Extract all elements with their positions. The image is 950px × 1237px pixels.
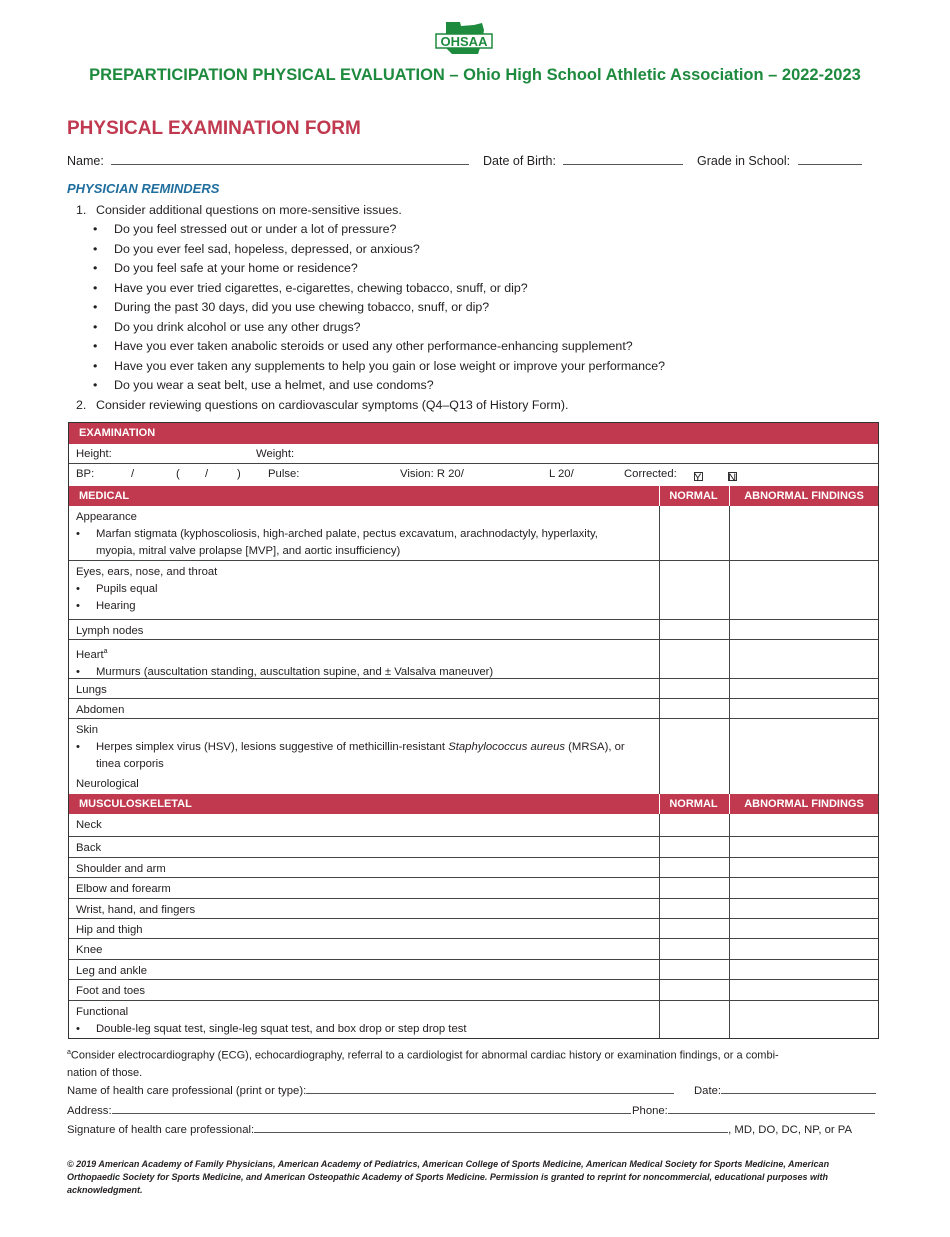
name-input-line[interactable] xyxy=(111,152,469,165)
wrist-hand-row[interactable]: Wrist, hand, and fingers xyxy=(69,899,878,919)
corrected-label: Corrected: xyxy=(624,468,677,480)
medical-abnormal-header: ABNORMAL FINDINGS xyxy=(744,490,864,502)
dob-label: Date of Birth: xyxy=(483,154,556,168)
reminder-bullet: • Have you ever tried cigarettes, e-cigarettes, chewing tobacco, snuff, or dip? xyxy=(95,281,528,295)
eent-row[interactable]: Eyes, ears, nose, and throat • Pupils equal • Hearing xyxy=(69,561,878,620)
logo-text: OHSAA xyxy=(440,34,488,49)
medical-normal-header: NORMAL xyxy=(669,490,718,502)
msk-normal-header: NORMAL xyxy=(669,798,718,810)
hcp-name-line[interactable] xyxy=(306,1081,674,1094)
reminder-bullet: • Do you drink alcohol or use any other drugs? xyxy=(95,320,361,334)
signature-field[interactable] xyxy=(67,1120,852,1136)
signature-line[interactable] xyxy=(254,1120,728,1133)
bp-paren-close: ) xyxy=(237,468,241,480)
leg-ankle-row[interactable]: Leg and ankle xyxy=(69,960,878,980)
reminder-bullet: • Have you ever taken anabolic steroids or used any other performance-enhancing supplement? xyxy=(95,339,633,353)
examination-header: EXAMINATION xyxy=(69,423,878,444)
neurological-row[interactable]: Neurological xyxy=(69,775,878,794)
phone-line[interactable] xyxy=(668,1101,875,1114)
foot-toes-row[interactable]: Foot and toes xyxy=(69,980,878,1001)
neck-row[interactable]: Neck xyxy=(69,814,878,837)
phone-label: Phone: xyxy=(632,1105,668,1117)
name-field[interactable] xyxy=(67,152,469,168)
reminder-item-2: 2. Consider reviewing questions on cardiovascular symptoms (Q4–Q13 of History Form). xyxy=(76,398,569,412)
date-field[interactable] xyxy=(694,1081,876,1097)
reminder-bullet: • Do you feel stressed out or under a lot of pressure? xyxy=(95,222,396,236)
bp-paren-slash: / xyxy=(205,468,209,480)
grade-field[interactable] xyxy=(697,152,862,168)
vitals-row[interactable]: BP: / ( / ) Pulse: Vision: R 20/ L 20/ Corrected: Y N xyxy=(76,468,737,484)
main-title: PREPARTICIPATION PHYSICAL EVALUATION – Ohio High School Athletic Association – 2022-2023 xyxy=(89,66,861,84)
reminder-bullet: • During the past 30 days, did you use chewing tobacco, snuff, or dip? xyxy=(95,300,489,314)
medical-header: MEDICAL NORMAL ABNORMAL FINDINGS xyxy=(69,486,878,506)
hcp-name-label: Name of health care professional (print or type): xyxy=(67,1085,307,1097)
copyright-notice: © 2019 American Academy of Family Physicians, American Academy of Pediatrics, American College of Sports Medicine, American Medical Society for Sports Medicine, American Orthopaedic Society for Sports Medicine, and American Osteopathic Academy of Sports Medicine. Permission is granted to reprint for noncommercial, educational purposes with acknowledgment. xyxy=(67,1159,830,1195)
grade-label: Grade in School: xyxy=(697,154,791,168)
phone-field[interactable] xyxy=(632,1101,875,1117)
dob-input-line[interactable] xyxy=(563,152,683,165)
abdomen-row[interactable]: Abdomen xyxy=(69,699,878,719)
reminder-item-1: 1. Consider additional questions on more-sensitive issues. xyxy=(76,203,402,217)
bp-slash: / xyxy=(131,468,135,480)
grade-input-line[interactable] xyxy=(798,152,862,165)
footnote: $^a$Consider electrocardiography (ECG), echocardiography, referral to a cardiologist for abnormal cardiac history or examination findings, or a combi- nation of those. xyxy=(67,1049,779,1079)
reminders-heading: PHYSICIAN REMINDERS xyxy=(67,181,220,196)
credentials-label: , MD, DO, DC, NP, or PA xyxy=(728,1124,853,1136)
dob-field[interactable] xyxy=(483,152,683,168)
vision-left-label: L 20/ xyxy=(549,468,574,480)
hcp-name-field[interactable] xyxy=(67,1081,674,1097)
address-label: Address: xyxy=(67,1105,112,1117)
msk-header: MUSCULOSKELETAL NORMAL ABNORMAL FINDINGS xyxy=(69,794,878,814)
address-line[interactable] xyxy=(112,1101,631,1114)
weight-label: Weight: xyxy=(256,448,295,460)
back-row[interactable]: Back xyxy=(69,837,878,858)
bp-label: BP: xyxy=(76,468,95,480)
heart-row[interactable]: Heart$^a$ • Murmurs (auscultation standing, auscultation supine, and ± Valsalva maneuver) xyxy=(69,640,878,679)
reminder-bullet: • Do you ever feel sad, hopeless, depressed, or anxious? xyxy=(95,242,420,256)
reminder-bullet: • Do you feel safe at your home or residence? xyxy=(95,261,358,275)
lungs-row[interactable]: Lungs xyxy=(69,679,878,699)
shoulder-arm-row[interactable]: Shoulder and arm xyxy=(69,858,878,878)
elbow-forearm-row[interactable]: Elbow and forearm xyxy=(69,878,878,899)
bp-paren-open: ( xyxy=(176,468,180,480)
functional-row[interactable]: Functional • Double-leg squat test, single-leg squat test, and box drop or step drop test xyxy=(69,1001,878,1038)
lymph-nodes-row[interactable]: Lymph nodes xyxy=(69,620,878,640)
reminder-bullet: • Have you ever taken any supplements to help you gain or lose weight or improve your performance? xyxy=(95,359,665,373)
reminder-bullet: • Do you wear a seat belt, use a helmet, and use condoms? xyxy=(95,378,434,392)
appearance-row[interactable]: Appearance • Marfan stigmata (kyphoscoliosis, high-arched palate, pectus excavatum, arachnodactyly, hyperlaxity, myopia, mitral valve prolapse [MVP], and aortic insufficiency) xyxy=(69,506,878,561)
pulse-label: Pulse: xyxy=(268,468,300,480)
knee-row[interactable]: Knee xyxy=(69,939,878,960)
date-label: Date: xyxy=(694,1085,722,1097)
skin-row[interactable]: Skin • Herpes simplex virus (HSV), lesions suggestive of methicillin-resistant Staphylococcus aureus (MRSA), or tinea corporis xyxy=(69,719,878,775)
height-label: Height: xyxy=(76,448,112,460)
address-field[interactable] xyxy=(67,1101,631,1117)
vision-right-label: Vision: R 20/ xyxy=(400,468,464,480)
hip-thigh-row[interactable]: Hip and thigh xyxy=(69,919,878,939)
signature-label: Signature of health care professional: xyxy=(67,1124,255,1136)
ohsaa-logo xyxy=(434,20,494,60)
height-weight-row[interactable] xyxy=(69,444,878,464)
msk-abnormal-header: ABNORMAL FINDINGS xyxy=(744,798,864,810)
form-title: PHYSICAL EXAMINATION FORM xyxy=(67,118,361,139)
date-line[interactable] xyxy=(721,1081,876,1094)
name-label: Name: xyxy=(67,154,104,168)
examination-table xyxy=(68,422,879,1039)
